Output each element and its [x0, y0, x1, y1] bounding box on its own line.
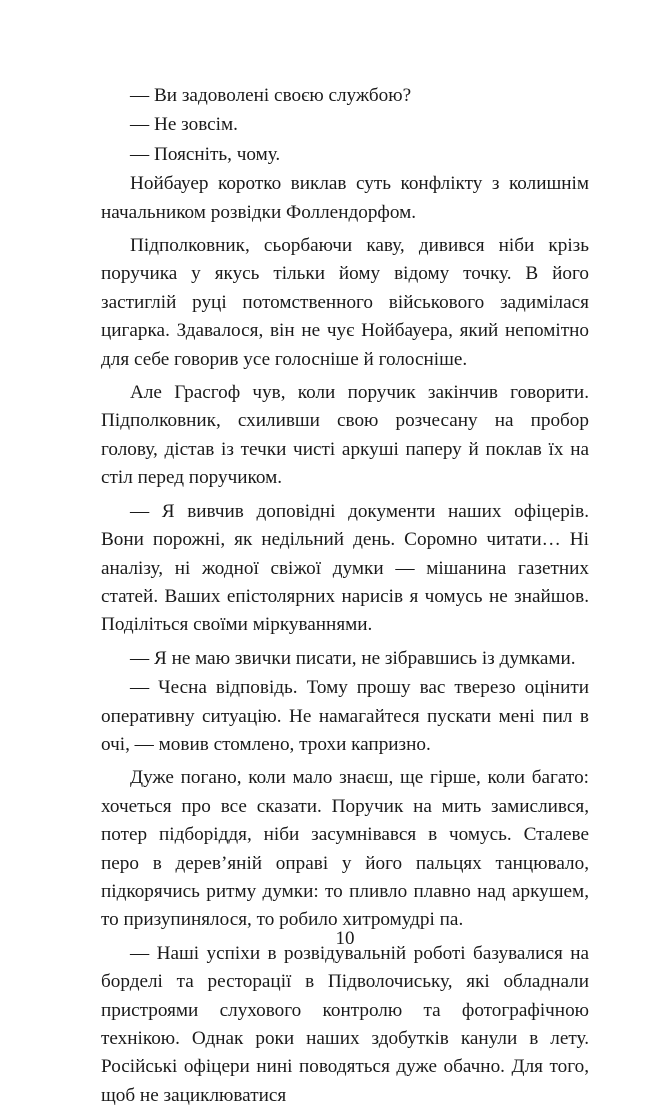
- paragraph: — Чесна відповідь. Тому прошу вас тверезо оцінити оперативну ситуацію. Не намагайтеся пускати мені пил в очі, — мовив стомлено, трохи капризно.: [101, 677, 589, 755]
- dialogue-line: — Не зовсім.: [130, 114, 238, 136]
- dialogue-line: — Я не маю звички писати, не зібравшись із думками.: [130, 647, 576, 669]
- dialogue-line: — Ви задоволені своєю службою?: [130, 85, 412, 106]
- body-text: [101, 82, 589, 1115]
- paragraph: Дуже погано, коли мало знаєш, ще гірше, коли багато: хочеться про все сказати. Поручик на мить замислився, потер підборіддя, ніби засумнівався в чомусь. Сталеве перо в дерев’яній оправі у його пальцях танцювало, підкорячись ритму думки: то пливло плавно над аркушем, то призупинялося, то робило хитромудрі па.: [101, 767, 589, 931]
- paragraph: Нойбауер коротко виклав суть конфлікту з колишнім начальником розвідки Фоллендорфом.: [101, 173, 589, 223]
- paragraph: Підполковник, сьорбаючи каву, дивився ніби крізь поручика у якусь тільки йому відому точку. В його застиглій руці потомственного військового задимілася цигарка. Здавалося, він не чує Нойбауера, який непомітно для себе говорив усе голосніше й голосніше.: [101, 235, 589, 370]
- dialogue-line: — Поясніть, чому.: [130, 143, 281, 165]
- paragraph: — Наші успіхи в розвідувальній роботі базувалися на борделі та ресторації в Підволочиську, які обладнали пристроями слухового контролю та фотографічною технікою. Однак роки наших здобутків канули в лету. Російські офіцери нині поводяться дуже обачно. Для того, щоб не зациклюватися: [101, 942, 589, 1106]
- paragraph: Але Грасгоф чув, коли поручик закінчив говорити. Підполковник, схиливши свою розчесану на пробор голову, дістав із течки чисті аркуші паперу й поклав їх на стіл перед поручиком.: [101, 382, 589, 489]
- page-number: 10: [335, 928, 355, 949]
- paragraph: — Я вивчив доповідні документи наших офіцерів. Вони порожні, як недільний день. Соромно читати… Ні аналізу, ні жодної свіжої думки — мішанина газетних статей. Ваших епістолярних нарисів я чомусь не знайшов. Поділіться своїми міркуваннями.: [101, 500, 589, 636]
